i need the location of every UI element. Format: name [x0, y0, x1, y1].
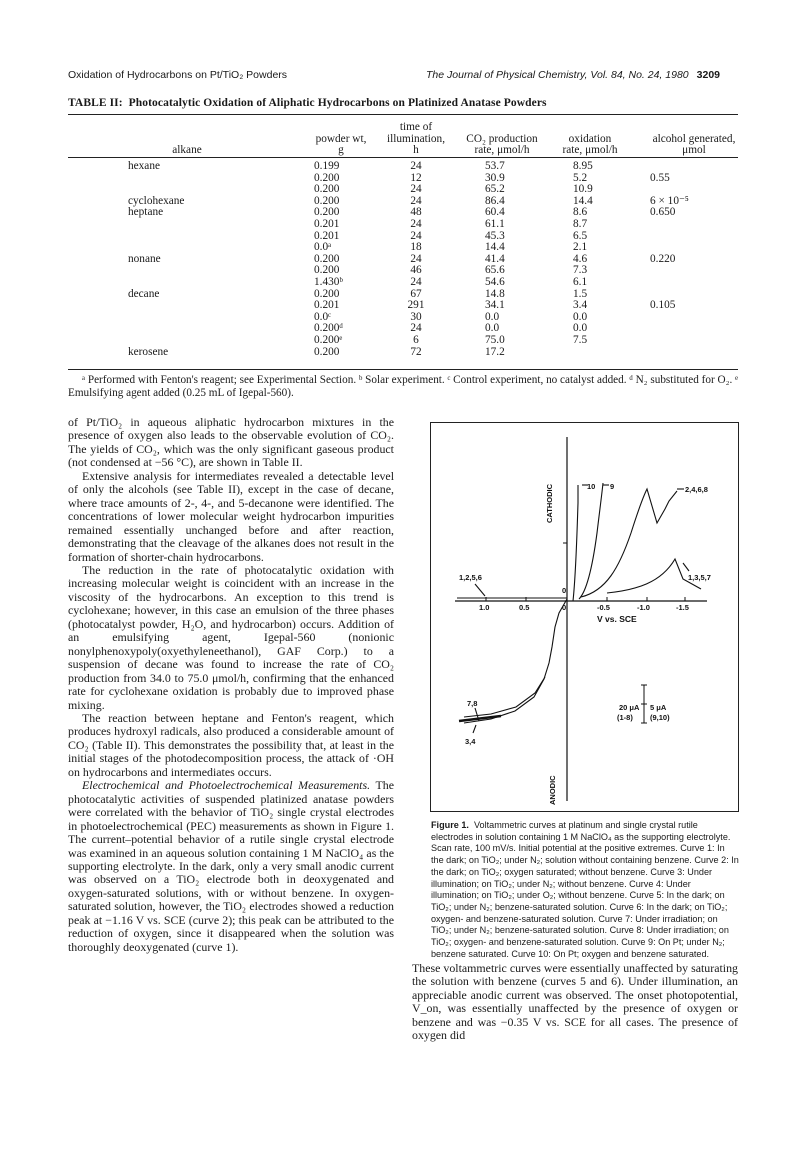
- table-cell: 2.1: [573, 241, 588, 254]
- table-cell: 0.200: [314, 183, 340, 196]
- table-top-rule: [68, 114, 738, 115]
- table-cell: 61.1: [485, 217, 505, 230]
- table-cell: 0.200: [314, 287, 340, 300]
- table-label: TABLE II:: [68, 97, 123, 109]
- table-row: [68, 289, 738, 301]
- data-table: [68, 117, 738, 358]
- table-cell: [632, 161, 738, 173]
- table-cell: 24: [410, 229, 422, 242]
- table-cell: 54.6: [485, 275, 505, 288]
- table-cell: 8.6: [573, 206, 588, 219]
- curve-10: [573, 485, 578, 601]
- table-cell: [68, 323, 306, 335]
- table-cell: 0.0: [485, 322, 500, 335]
- table-cell: 0.0ᶜ: [314, 310, 332, 323]
- table-cell: 1.430ᵇ: [314, 275, 343, 288]
- body-left-column: [68, 416, 394, 954]
- table-cell: [68, 265, 306, 277]
- table-title: Photocatalytic Oxidation of Aliphatic Hydrocarbons on Platinized Anatase Powders: [128, 97, 547, 109]
- table-cell: [68, 335, 306, 347]
- column-header: alcohol generated, μmol: [652, 132, 736, 157]
- table-cell: 291: [407, 299, 425, 312]
- table-cell: 4.6: [573, 252, 588, 265]
- table-row: [68, 277, 738, 289]
- body-right-column: [412, 962, 738, 1043]
- table-row: [68, 335, 738, 347]
- curve-label: 10: [587, 482, 596, 491]
- table-cell: 14.8: [485, 287, 505, 300]
- running-header-journal: [426, 69, 720, 81]
- curve-1-3-5-7: [607, 559, 701, 593]
- table-cell: 0.105: [650, 299, 676, 312]
- table-cell: [632, 323, 738, 335]
- table-cell: 72: [410, 345, 422, 358]
- tick-label: -1.0: [637, 603, 650, 612]
- scale-label: (1-8): [617, 713, 633, 722]
- table-cell: 14.4: [573, 194, 593, 207]
- table-cell: [68, 277, 306, 289]
- table-cell: 24: [410, 275, 422, 288]
- table-cell: [68, 219, 306, 231]
- table-cell: 0.200: [314, 264, 340, 277]
- table-cell: [548, 347, 632, 359]
- table-cell: 5.2: [573, 171, 588, 184]
- table-cell: 10.9: [573, 183, 593, 196]
- table-cell: 0.200ᵉ: [314, 333, 343, 346]
- table-cell: 48: [410, 206, 422, 219]
- column-header: oxidation rate, μmol/h: [562, 132, 618, 157]
- section-text: The photocatalytic activities of suspended platinized anatase powders were correlated with the behavior of TiO₂ single crystal electrodes in photoelectrochemical (PEC) measurements as shown in Figure 1. The current–potential behavior of a rutile single crystal electrode was examined in an aqueous solution containing 1 M NaClO₄ as the supporting electrolyte. In the dark, only a very small anodic current was observed on a TiO₂ electrode both in deoxygenated and oxygen-saturated solutions, with or without benzene. In oxygen-saturated solution, however, the TiO₂ electrodes showed a reduction peak at −1.16 V vs. SCE (curve 2); this peak can be attributed to the reduction of oxygen, since it disappeared when the solution was thoroughly deoxygenated (curve 1).: [68, 778, 395, 954]
- table-row: [68, 300, 738, 312]
- table-cell: 65.6: [485, 264, 505, 277]
- curve-label: 9: [610, 482, 615, 491]
- table-cell: 0.201: [314, 229, 340, 242]
- tick-label: 1.0: [479, 603, 490, 612]
- table-cell: 6 × 10⁻⁵: [650, 194, 689, 207]
- scale-bars: [641, 685, 647, 723]
- paragraph: The reaction between heptane and Fenton's reagent, which produces hydroxyl radicals, also produced a considerable amount of CO₂ (Table II). This demonstrates the possibility that, at least in the initial stages of the photodecomposition process, the attack of ·OH on hydrocarbons and intermediates occurs.: [68, 710, 394, 779]
- table-cell: 0.220: [650, 252, 676, 265]
- table-cell: 14.4: [485, 241, 505, 254]
- page-number: 3209: [696, 69, 720, 81]
- column-header: time of illumination, h: [386, 121, 446, 157]
- figure-caption: [431, 820, 739, 960]
- table-cell: [632, 277, 738, 289]
- table-cell: 24: [410, 160, 422, 172]
- table-cell: heptane: [128, 206, 164, 219]
- table-cell: 8.7: [573, 217, 588, 230]
- table-row: [68, 219, 738, 231]
- table-cell: [632, 347, 738, 359]
- curve-label: 1,3,5,7: [688, 573, 711, 582]
- curve-label: 2,4,6,8: [685, 485, 708, 494]
- table-row: [68, 196, 738, 208]
- paragraph: The reduction in the rate of photocatalytic oxidation with increasing molecular weight is coincident with an increase in the viscosity of the hydrocarbons. An exception to this trend is cyclohexane; however, in this case an emulsion of the three phases (photocatalyst powder, H₂O, and hydrocarbon) occurs. Addition of an emulsifying agent, Igepal-560 (nonionic nonylphenoxypoly(oxyethyleneethanol), GAF Corp.) to a suspension of decane was found to increase the rate of CO₂ production from 34.0 to 75.0 μmol/h, confirming that the enhanced rate for cyclohexane oxidation is probably due to improved phase mixing.: [68, 562, 394, 712]
- table-footnotes: ᵃ Performed with Fenton's reagent; see Experimental Section. ᵇ Solar experiment. ᶜ Control experiment, no catalyst added. ᵈ N₂ substituted for O₂. ᵉ Emulsifying agent added (0.25 mL of Igepal-560).: [68, 374, 738, 399]
- table-cell: [68, 173, 306, 185]
- running-header-title: Oxidation of Hydrocarbons on Pt/TiO₂ Powders: [68, 69, 288, 81]
- curve-label: 3,4: [465, 737, 476, 746]
- table-cell: [68, 184, 306, 196]
- table-caption: [68, 97, 547, 109]
- table-row: [68, 347, 738, 359]
- tick-label: -0.5: [597, 603, 610, 612]
- table-cell: 0.55: [650, 171, 670, 184]
- table-row: [68, 242, 738, 254]
- table-cell: 24: [410, 322, 422, 335]
- table-cell: 24: [410, 252, 422, 265]
- table-cell: 60.4: [485, 206, 505, 219]
- table-cell: 0.200: [314, 171, 340, 184]
- table-cell: hexane: [128, 160, 160, 172]
- table-cell: [632, 231, 738, 243]
- table-cell: [632, 335, 738, 347]
- table-cell: 3.4: [573, 299, 588, 312]
- table-cell: 0.200: [314, 252, 340, 265]
- paragraph: [68, 779, 394, 954]
- table-cell: 6.5: [573, 229, 588, 242]
- table-cell: 0.650: [650, 206, 676, 219]
- tick-label: 0.5: [519, 603, 530, 612]
- figure-1: [430, 422, 739, 812]
- scale-label: 20 μA: [619, 703, 640, 712]
- table-cell: kerosene: [128, 345, 169, 358]
- cathodic-label: CATHODIC: [545, 483, 554, 523]
- table-cell: 0.201: [314, 217, 340, 230]
- table-row: [68, 265, 738, 277]
- column-header: alkane: [172, 144, 202, 157]
- table-cell: [632, 289, 738, 301]
- table-row: [68, 254, 738, 266]
- table-row: [68, 173, 738, 185]
- table-cell: 6.1: [573, 275, 588, 288]
- table-cell: 46: [410, 264, 422, 277]
- table-cell: 24: [410, 217, 422, 230]
- journal-citation: The Journal of Physical Chemistry, Vol. 84, No. 24, 1980: [426, 69, 689, 81]
- section-heading: Electrochemical and Photoelectrochemical Measurements.: [82, 778, 371, 793]
- table-cell: 65.2: [485, 183, 505, 196]
- table-cell: 0.200: [314, 206, 340, 219]
- table-cell: 45.3: [485, 229, 505, 242]
- table-cell: 34.1: [485, 299, 505, 312]
- table-cell: 41.4: [485, 252, 505, 265]
- table-cell: 53.7: [485, 160, 505, 172]
- table-cell: [632, 265, 738, 277]
- paragraph: Extensive analysis for intermediates revealed a detectable level of only the alcohols (see Table II), except in the case of decane, where trace amounts of 2-, 4-, and 5-decanone were identified. The concentrations of lower molecular weight hydrocarbon impurities remained essentially unchanged before and after reaction, demonstrating that the cleavage of the alkanes does not result in the formation of shorter-chain hydrocarbons.: [68, 468, 394, 564]
- table-cell: 0.201: [314, 299, 340, 312]
- table-cell: [68, 312, 306, 324]
- table-cell: 7.5: [573, 333, 588, 346]
- table-cell: 30: [410, 310, 422, 323]
- table-cell: [68, 231, 306, 243]
- table-row: [68, 323, 738, 335]
- table-row: [68, 312, 738, 324]
- table-cell: 0.0ᵃ: [314, 241, 332, 254]
- curve-label: 1,2,5,6: [459, 573, 482, 582]
- table-cell: 24: [410, 194, 422, 207]
- table-cell: [68, 300, 306, 312]
- figure-caption-text: Voltammetric curves at platinum and single crystal rutile electrodes in solution containing 1 M NaClO₄ as the supporting electrolyte. Scan rate, 100 mV/s. Initial potential at the positive extremes. Curve 1: In the dark; on TiO₂; under N₂; solution without containing benzene. Curve 2: In the dark; on TiO₂; oxygen saturated; without benzene. Curve 3: Under illumination; on TiO₂; under N₂; without benzene. Curve 4: Under illumination; on TiO₂; under O₂; without benzene. Curve 5: In the dark; on TiO₂; under N₂; benzene-saturated solution. Curve 6: In the dark; on TiO₂; oxygen- and benzene-saturated solution. Curve 7: Under irradiation; on TiO₂; under N₂; benzene-saturated solution. Curve 8: Under irradiation; on TiO₂; oxygen- and benzene-saturated solution. Curve 9: On Pt; under N₂; benzene saturated. Curve 10: On Pt; oxygen and benzene saturated.: [431, 820, 739, 959]
- table-cell: 30.9: [485, 171, 505, 184]
- table-cell: 18: [410, 241, 422, 254]
- column-header: CO₂ production rate, μmol/h: [466, 132, 538, 157]
- table-cell: 17.2: [485, 345, 505, 358]
- table-cell: 0.200: [314, 345, 340, 358]
- table-cell: 67: [410, 287, 422, 300]
- column-header: powder wt, g: [315, 132, 367, 157]
- table-cell: 8.95: [573, 160, 593, 172]
- table-cell: 0.200ᵈ: [314, 322, 343, 335]
- tick-label: 0: [562, 603, 567, 612]
- table-cell: 0.200: [314, 194, 340, 207]
- anodic-label: ANODIC: [548, 775, 557, 805]
- curve-label: 7,8: [467, 699, 478, 708]
- table-cell: 0.199: [314, 160, 340, 172]
- curve-3-4-7-8: [464, 599, 567, 723]
- table-cell: 1.5: [573, 287, 588, 300]
- axis-ticks: [486, 543, 685, 601]
- scale-label: (9,10): [650, 713, 670, 722]
- tick-label: -1.5: [676, 603, 689, 612]
- table-cell: [68, 242, 306, 254]
- table-cell: 0.0: [573, 322, 588, 335]
- voltammogram: [431, 423, 738, 811]
- axis-title: V vs. SCE: [597, 614, 637, 624]
- paragraph: of Pt/TiO₂ in aqueous aliphatic hydrocarbon mixtures in the presence of oxygen also leads to the observable evolution of CO₂. The yields of CO₂, which was the only significant gaseous product (not condensed at −56 °C), are shown in Table II.: [68, 415, 394, 470]
- table-row: [68, 161, 738, 173]
- table-cell: 24: [410, 183, 422, 196]
- table-cell: 0.0: [573, 310, 588, 323]
- table-cell: 0.0: [485, 310, 500, 323]
- table-cell: 75.0: [485, 333, 505, 346]
- table-cell: [632, 242, 738, 254]
- curve-9: [579, 483, 603, 599]
- origin-label: 0: [562, 586, 567, 595]
- paragraph: These voltammetric curves were essentially unaffected by saturating the solution with benzene (curves 5 and 6). Under illumination, an appreciable anodic current was observed. The onset photopotential, V_on, was essentially unaffected by the presence of oxygen or benzene and was −0.35 V vs. SCE for all cases. The presence of oxygen did: [412, 961, 738, 1043]
- table-cell: [632, 312, 738, 324]
- table-cell: cyclohexane: [128, 194, 185, 207]
- table-cell: [632, 219, 738, 231]
- table-cell: 12: [410, 171, 422, 184]
- table-row: [68, 231, 738, 243]
- table-cell: 86.4: [485, 194, 505, 207]
- figure-label: Figure 1.: [431, 820, 469, 830]
- scale-label: 5 μA: [650, 703, 667, 712]
- table-cell: nonane: [128, 252, 161, 265]
- table-row: [68, 207, 738, 219]
- voltammetric-curves: [457, 483, 701, 733]
- table-cell: 7.3: [573, 264, 588, 277]
- table-cell: decane: [128, 287, 160, 300]
- table-cell: 6: [413, 333, 419, 346]
- table-bottom-rule: [68, 369, 738, 370]
